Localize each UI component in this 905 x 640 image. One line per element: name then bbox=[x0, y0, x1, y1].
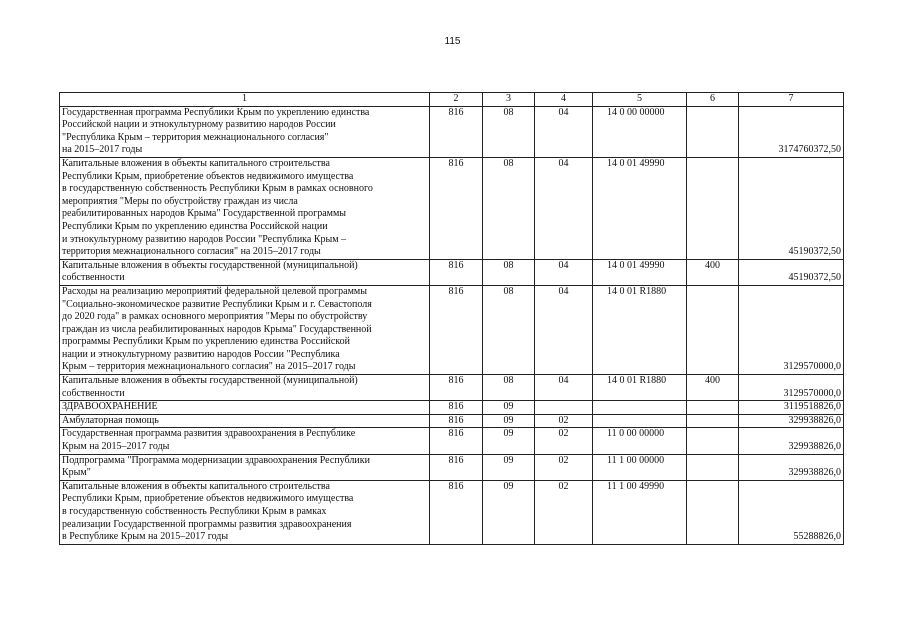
budget-table bbox=[59, 92, 844, 545]
column-number-cell: 7 bbox=[739, 93, 844, 107]
item-name-cell bbox=[60, 414, 430, 428]
subsection-code-cell: 02 bbox=[535, 414, 593, 428]
item-name-cell bbox=[60, 106, 430, 157]
target-article-cell: 11 1 00 49990 bbox=[593, 480, 687, 544]
section-code-cell: 09 bbox=[483, 401, 535, 415]
item-name-line: территория межнационального согласия" на 2015–2017 годы bbox=[62, 246, 321, 258]
item-name-line: "Социально-экономическое развитие Республики Крым и г. Севастополя bbox=[62, 298, 372, 310]
item-name-line: реализации Государственной программы развития здравоохранения bbox=[62, 518, 352, 530]
target-article-cell: 11 0 00 00000 bbox=[593, 428, 687, 454]
table-row bbox=[60, 259, 844, 285]
target-article-cell: 14 0 01 R1880 bbox=[593, 375, 687, 401]
item-name-cell bbox=[60, 454, 430, 480]
section-code-cell: 08 bbox=[483, 375, 535, 401]
ministry-code-cell: 816 bbox=[430, 401, 483, 415]
subsection-code-cell: 04 bbox=[535, 157, 593, 259]
target-article-cell: 14 0 01 49990 bbox=[593, 157, 687, 259]
column-number-cell: 1 bbox=[60, 93, 430, 107]
table-row bbox=[60, 375, 844, 401]
item-name-line: в государственную собственность Республики Крым в рамках основного bbox=[62, 183, 373, 195]
amount-cell: 3129570000,0 bbox=[739, 285, 844, 374]
expense-type-cell bbox=[687, 454, 739, 480]
column-number-row bbox=[60, 93, 844, 107]
item-name-line: ЗДРАВООХРАНЕНИЕ bbox=[62, 401, 158, 413]
item-name-line: Крым на 2015–2017 годы bbox=[62, 441, 170, 453]
amount-cell: 329938826,0 bbox=[739, 428, 844, 454]
item-name-line: Капитальные вложения в объекты капитального строительства bbox=[62, 480, 330, 492]
page-number: 115 bbox=[444, 36, 461, 47]
item-name-cell bbox=[60, 401, 430, 415]
expense-type-cell: 400 bbox=[687, 375, 739, 401]
item-name-cell bbox=[60, 375, 430, 401]
amount-cell: 329938826,0 bbox=[739, 414, 844, 428]
item-name-line: Республики Крым по укреплению единства Российской нации bbox=[62, 220, 328, 232]
section-code-cell: 08 bbox=[483, 157, 535, 259]
subsection-code-cell bbox=[535, 401, 593, 415]
ministry-code-cell: 816 bbox=[430, 375, 483, 401]
column-number-cell: 4 bbox=[535, 93, 593, 107]
expense-type-cell bbox=[687, 428, 739, 454]
item-name-line: Крым – территория межнационального согласия" на 2015–2017 годы bbox=[62, 361, 356, 373]
column-number-cell: 5 bbox=[593, 93, 687, 107]
expense-type-cell bbox=[687, 401, 739, 415]
item-name-line: "Республика Крым – территория межнационального согласия" bbox=[62, 131, 329, 143]
section-code-cell: 09 bbox=[483, 414, 535, 428]
item-name-line: собственности bbox=[62, 387, 125, 399]
target-article-cell: 14 0 00 00000 bbox=[593, 106, 687, 157]
column-number-cell: 3 bbox=[483, 93, 535, 107]
item-name-line: на 2015–2017 годы bbox=[62, 144, 143, 156]
table-row bbox=[60, 157, 844, 259]
section-code-cell: 08 bbox=[483, 259, 535, 285]
ministry-code-cell: 816 bbox=[430, 454, 483, 480]
subsection-code-cell: 04 bbox=[535, 285, 593, 374]
item-name-line: реабилитированных народов Крыма" Государственной программы bbox=[62, 208, 347, 220]
target-article-cell: 14 0 01 49990 bbox=[593, 259, 687, 285]
amount-cell: 3129570000,0 bbox=[739, 375, 844, 401]
column-number-cell: 2 bbox=[430, 93, 483, 107]
table-row bbox=[60, 106, 844, 157]
section-code-cell: 09 bbox=[483, 480, 535, 544]
amount-cell: 329938826,0 bbox=[739, 454, 844, 480]
subsection-code-cell: 02 bbox=[535, 454, 593, 480]
item-name-cell bbox=[60, 157, 430, 259]
item-name-line: и этнокультурному развитию народов России "Республика Крым – bbox=[62, 233, 347, 245]
amount-cell: 3119518826,0 bbox=[739, 401, 844, 415]
item-name-line: Расходы на реализацию мероприятий федеральной целевой программы bbox=[62, 285, 367, 297]
table-row bbox=[60, 454, 844, 480]
subsection-code-cell: 04 bbox=[535, 375, 593, 401]
item-name-line: нации и этнокультурному развитию народов России "Республика bbox=[62, 348, 340, 360]
item-name-line: до 2020 года" в рамках основного мероприятия "Меры по обустройству bbox=[62, 311, 368, 323]
item-name-line: Капитальные вложения в объекты государственной (муниципальной) bbox=[62, 375, 358, 387]
item-name-cell bbox=[60, 480, 430, 544]
amount-cell: 45190372,50 bbox=[739, 259, 844, 285]
table-row bbox=[60, 414, 844, 428]
expense-type-cell bbox=[687, 157, 739, 259]
subsection-code-cell: 02 bbox=[535, 480, 593, 544]
target-article-cell: 11 1 00 00000 bbox=[593, 454, 687, 480]
item-name-cell bbox=[60, 259, 430, 285]
item-name-line: в государственную собственность Республики Крым в рамках bbox=[62, 506, 327, 517]
item-name-line: Подпрограмма "Программа модернизации здравоохранения Республики bbox=[62, 454, 370, 466]
item-name-line: Крым" bbox=[62, 467, 91, 479]
target-article-cell: 14 0 01 R1880 bbox=[593, 285, 687, 374]
expense-type-cell bbox=[687, 285, 739, 374]
amount-cell: 3174760372,50 bbox=[739, 106, 844, 157]
item-name-cell bbox=[60, 428, 430, 454]
item-name-line: собственности bbox=[62, 272, 125, 284]
ministry-code-cell: 816 bbox=[430, 106, 483, 157]
section-code-cell: 08 bbox=[483, 285, 535, 374]
expense-type-cell: 400 bbox=[687, 259, 739, 285]
amount-cell: 55288826,0 bbox=[739, 480, 844, 544]
section-code-cell: 09 bbox=[483, 454, 535, 480]
item-name-line: мероприятия "Меры по обустройству граждан из числа bbox=[62, 195, 298, 207]
expense-type-cell bbox=[687, 480, 739, 544]
ministry-code-cell: 816 bbox=[430, 285, 483, 374]
item-name-line: Республики Крым, приобретение объектов недвижимого имущества bbox=[62, 170, 354, 182]
item-name-line: Государственная программа Республики Крым по укреплению единства bbox=[62, 106, 370, 118]
table-row bbox=[60, 285, 844, 374]
subsection-code-cell: 04 bbox=[535, 106, 593, 157]
target-article-cell bbox=[593, 401, 687, 415]
column-number-cell: 6 bbox=[687, 93, 739, 107]
item-name-line: Республики Крым, приобретение объектов недвижимого имущества bbox=[62, 493, 354, 505]
table-row bbox=[60, 428, 844, 454]
ministry-code-cell: 816 bbox=[430, 414, 483, 428]
ministry-code-cell: 816 bbox=[430, 157, 483, 259]
item-name-line: граждан из числа реабилитированных народов Крыма" Государственной bbox=[62, 323, 372, 335]
item-name-line: Государственная программа развития здравоохранения в Республике bbox=[62, 428, 356, 440]
amount-cell: 45190372,50 bbox=[739, 157, 844, 259]
item-name-line: Российской нации и этнокультурному развитию народов России bbox=[62, 119, 336, 131]
item-name-line: Капитальные вложения в объекты капитального строительства bbox=[62, 157, 330, 169]
expense-type-cell bbox=[687, 414, 739, 428]
expense-type-cell bbox=[687, 106, 739, 157]
section-code-cell: 08 bbox=[483, 106, 535, 157]
section-code-cell: 09 bbox=[483, 428, 535, 454]
ministry-code-cell: 816 bbox=[430, 480, 483, 544]
table-row bbox=[60, 401, 844, 415]
ministry-code-cell: 816 bbox=[430, 428, 483, 454]
subsection-code-cell: 02 bbox=[535, 428, 593, 454]
table-row bbox=[60, 480, 844, 544]
item-name-line: Капитальные вложения в объекты государственной (муниципальной) bbox=[62, 259, 358, 271]
item-name-cell bbox=[60, 285, 430, 374]
item-name-line: Амбулаторная помощь bbox=[62, 414, 159, 426]
item-name-line: программы Республики Крым по укреплению единства Российской bbox=[62, 336, 350, 348]
ministry-code-cell: 816 bbox=[430, 259, 483, 285]
subsection-code-cell: 04 bbox=[535, 259, 593, 285]
target-article-cell bbox=[593, 414, 687, 428]
item-name-line: в Республике Крым на 2015–2017 годы bbox=[62, 531, 229, 543]
